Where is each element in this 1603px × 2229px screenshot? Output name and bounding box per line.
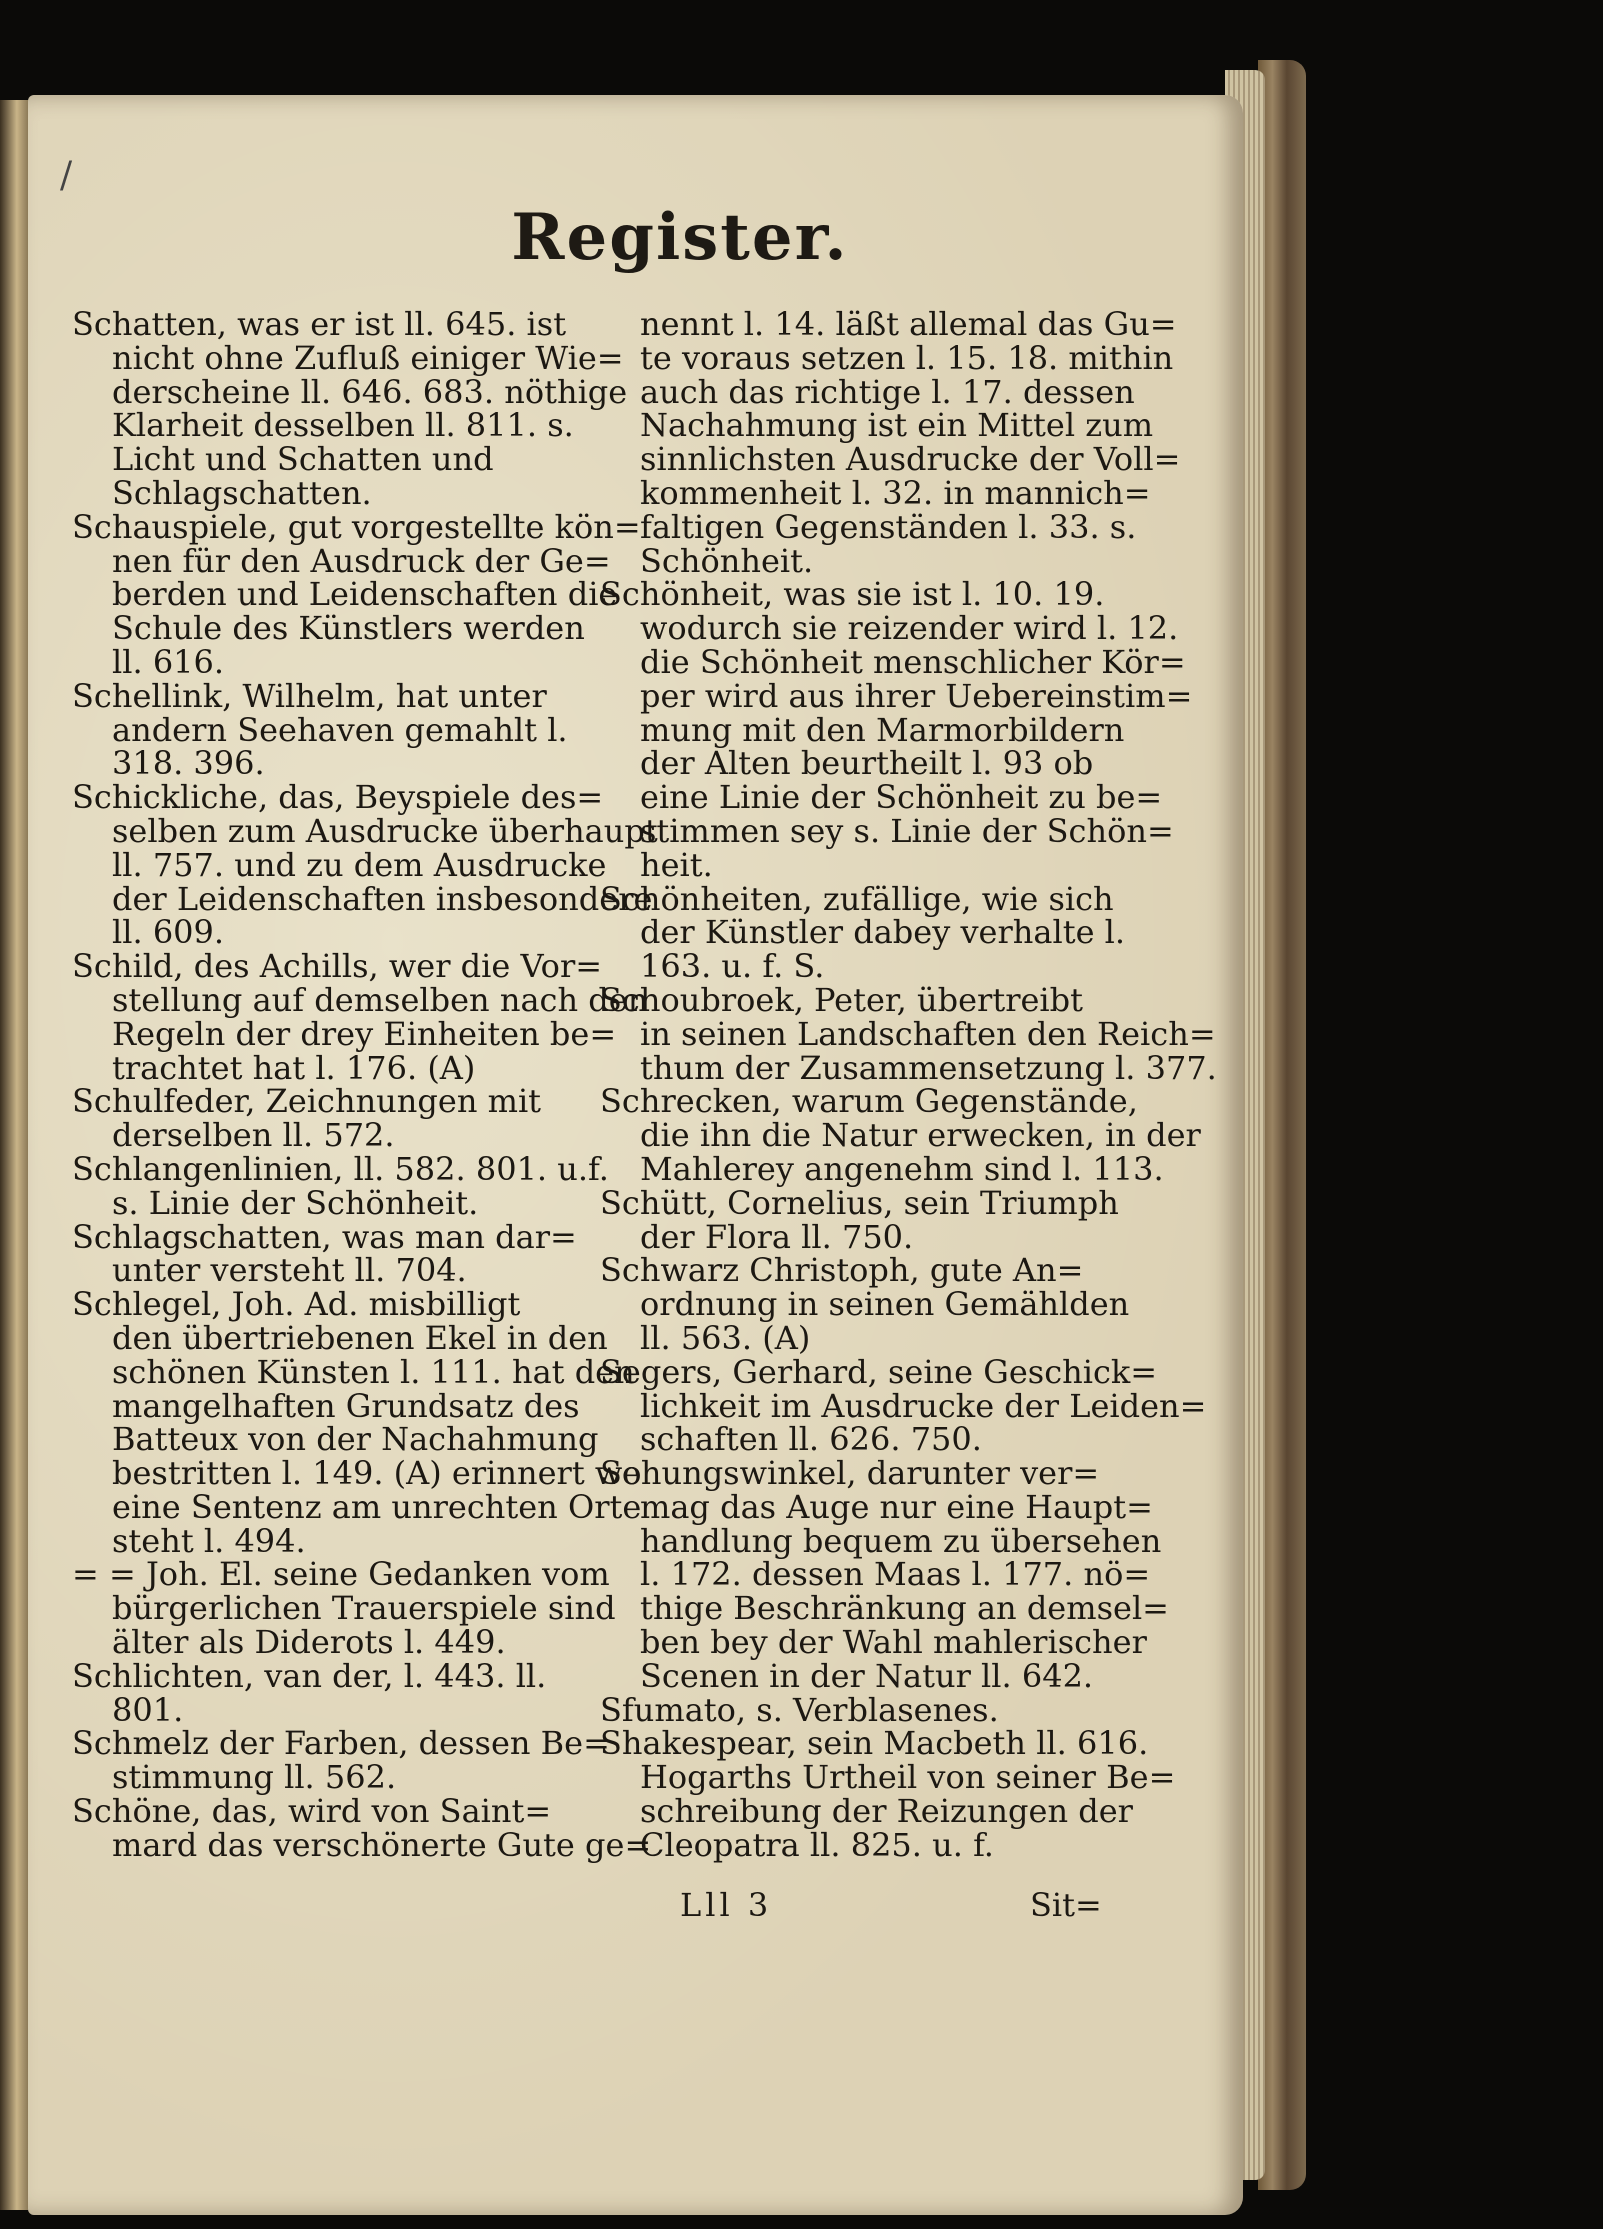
index-entry-continuation: Mahlerey angenehm sind l. 113. bbox=[640, 1149, 1164, 1188]
index-entry-continuation: s. Linie der Schönheit. bbox=[112, 1183, 479, 1222]
index-entry-continuation: trachtet hat l. 176. (A) bbox=[112, 1048, 476, 1087]
index-entry-continuation: ll. 616. bbox=[112, 642, 225, 681]
index-entry-continuation: Scenen in der Natur ll. 642. bbox=[640, 1656, 1094, 1695]
index-entry-continuation: sinnlichsten Ausdrucke der Voll= bbox=[640, 440, 1181, 479]
index-entry-continuation: der Alten beurtheilt l. 93 ob bbox=[640, 744, 1094, 783]
index-entry-continuation: bestritten l. 149. (A) erinnert wo bbox=[112, 1454, 642, 1493]
index-entry-continuation: berden und Leidenschaften die bbox=[112, 575, 618, 614]
index-entry-continuation: die Schönheit menschlicher Kör= bbox=[640, 642, 1186, 681]
index-entry-continuation: kommenheit l. 32. in mannich= bbox=[640, 473, 1151, 512]
index-entry-continuation: ll. 563. (A) bbox=[640, 1318, 811, 1357]
index-entry-headword-line: Schlangenlinien, ll. 582. 801. u.f. bbox=[72, 1149, 609, 1188]
index-entry-headword-line: Schlagschatten, was man dar= bbox=[72, 1217, 577, 1256]
index-entry-continuation: unter versteht ll. 704. bbox=[112, 1251, 467, 1290]
index-entry-headword-line: Schulfeder, Zeichnungen mit bbox=[72, 1082, 542, 1121]
index-entry-headword-line: Segers, Gerhard, seine Geschick= bbox=[600, 1352, 1158, 1391]
index-entry-continuation: mung mit den Marmorbildern bbox=[640, 710, 1125, 749]
index-entry-continuation: Cleopatra ll. 825. u. f. bbox=[640, 1825, 994, 1864]
index-entry-continuation: schreibung der Reizungen der bbox=[640, 1792, 1133, 1831]
index-entry-headword-line: Schild, des Achills, wer die Vor= bbox=[72, 947, 603, 986]
index-entry-headword-line: Schönheiten, zufällige, wie sich bbox=[600, 879, 1114, 918]
index-entry-headword-line: Sehungswinkel, darunter ver= bbox=[600, 1454, 1100, 1493]
index-entry-continuation: thum der Zusammensetzung l. 377. bbox=[640, 1048, 1217, 1087]
index-entry-headword-line: Schmelz der Farben, dessen Be= bbox=[72, 1724, 610, 1763]
index-entry-continuation: wodurch sie reizender wird l. 12. bbox=[640, 609, 1179, 648]
index-entry-continuation: den übertriebenen Ekel in den bbox=[112, 1318, 608, 1357]
index-entry-continuation: die ihn die Natur erwecken, in der bbox=[640, 1116, 1201, 1155]
index-entry-continuation: Batteux von der Nachahmung bbox=[112, 1420, 599, 1459]
index-entry-continuation: l. 172. dessen Maas l. 177. nö= bbox=[640, 1555, 1151, 1594]
index-entry-continuation: thige Beschränkung an demsel= bbox=[640, 1589, 1169, 1628]
catchword: Sit= bbox=[1030, 1886, 1102, 1924]
index-entry-continuation: 318. 396. bbox=[112, 744, 265, 783]
index-entry-continuation: nen für den Ausdruck der Ge= bbox=[112, 541, 611, 580]
index-entry-continuation: mangelhaften Grundsatz des bbox=[112, 1386, 580, 1425]
index-entry-continuation: handlung bequem zu übersehen bbox=[640, 1521, 1162, 1560]
index-entry-continuation: der Flora ll. 750. bbox=[640, 1217, 914, 1256]
book-cover-edge bbox=[1258, 60, 1306, 2190]
signature-mark: Lll 3 bbox=[680, 1886, 773, 1924]
index-entry-continuation: Nachahmung ist ein Mittel zum bbox=[640, 406, 1154, 445]
index-entry-headword-line: Schlichten, van der, l. 443. ll. bbox=[72, 1656, 547, 1695]
index-entry-continuation: stimmung ll. 562. bbox=[112, 1758, 397, 1797]
right-column bbox=[600, 305, 1217, 1864]
book-left-edge bbox=[0, 100, 28, 2210]
index-entry-continuation: faltigen Gegenständen l. 33. s. bbox=[640, 507, 1137, 546]
index-entry-continuation: ll. 757. und zu dem Ausdrucke bbox=[112, 845, 607, 884]
index-entry-continuation: der Leidenschaften insbesondere bbox=[112, 879, 653, 918]
index-entry-continuation: heit. bbox=[640, 845, 713, 884]
index-entry-continuation: derselben ll. 572. bbox=[112, 1116, 395, 1155]
index-entry-continuation: eine Sentenz am unrechten Orte bbox=[112, 1487, 642, 1526]
index-entry-continuation: derscheine ll. 646. 683. nöthige bbox=[112, 372, 628, 411]
index-entry-continuation: per wird aus ihrer Uebereinstim= bbox=[640, 676, 1193, 715]
index-entry-headword-line: Schellink, Wilhelm, hat unter bbox=[72, 676, 547, 715]
page-title: Register. bbox=[511, 200, 849, 275]
index-entry-continuation: andern Seehaven gemahlt l. bbox=[112, 710, 568, 749]
index-entry-continuation: 801. bbox=[112, 1690, 184, 1729]
index-entry-continuation: schaften ll. 626. 750. bbox=[640, 1420, 982, 1459]
index-entry-continuation: Licht und Schatten und bbox=[112, 440, 494, 479]
margin-mark: / bbox=[60, 155, 73, 196]
index-entry-continuation: Schönheit. bbox=[640, 541, 814, 580]
index-entry-continuation: nicht ohne Zufluß einiger Wie= bbox=[112, 338, 624, 377]
index-entry-continuation: ordnung in seinen Gemählden bbox=[640, 1285, 1130, 1324]
index-entry-continuation: steht l. 494. bbox=[112, 1521, 306, 1560]
index-entry-headword-line: Schütt, Cornelius, sein Triumph bbox=[600, 1183, 1119, 1222]
index-entry-continuation: eine Linie der Schönheit zu be= bbox=[640, 778, 1163, 817]
index-entry-continuation: lichkeit im Ausdrucke der Leiden= bbox=[640, 1386, 1207, 1425]
index-entry-continuation: Schule des Künstlers werden bbox=[112, 609, 585, 648]
index-entry-continuation: der Künstler dabey verhalte l. bbox=[640, 913, 1126, 952]
index-entry-headword-line: = = Joh. El. seine Gedanken vom bbox=[72, 1555, 610, 1594]
index-entry-continuation: schönen Künsten l. 111. hat den bbox=[112, 1352, 635, 1391]
index-entry-headword-line: Schönheit, was sie ist l. 10. 19. bbox=[600, 575, 1105, 614]
index-entry-continuation: 163. u. f. S. bbox=[640, 947, 825, 986]
index-entry-continuation: mard das verschönerte Gute ge= bbox=[112, 1825, 652, 1864]
index-entry-continuation: Klarheit desselben ll. 811. s. bbox=[112, 406, 574, 445]
left-column bbox=[72, 305, 658, 1864]
index-entry-continuation: ll. 609. bbox=[112, 913, 225, 952]
index-entry-continuation: auch das richtige l. 17. dessen bbox=[640, 372, 1135, 411]
index-entry-headword-line: Sfumato, s. Verblasenes. bbox=[600, 1690, 999, 1729]
index-entry-continuation: te voraus setzen l. 15. 18. mithin bbox=[640, 338, 1174, 377]
index-entry-headword-line: Schauspiele, gut vorgestellte kön= bbox=[72, 507, 641, 546]
index-entry-continuation: ben bey der Wahl mahlerischer bbox=[640, 1623, 1147, 1662]
index-entry-continuation: älter als Diderots l. 449. bbox=[112, 1623, 506, 1662]
index-entry-headword-line: Schöne, das, wird von Saint= bbox=[72, 1792, 552, 1831]
index-entry-headword-line: Schatten, was er ist ll. 645. ist bbox=[72, 305, 567, 343]
index-entry-headword-line: Schrecken, warum Gegenstände, bbox=[600, 1082, 1138, 1121]
index-entry-continuation: bürgerlichen Trauerspiele sind bbox=[112, 1589, 616, 1628]
index-entry-continuation: mag das Auge nur eine Haupt= bbox=[640, 1487, 1153, 1526]
index-entry-headword-line: Schwarz Christoph, gute An= bbox=[600, 1251, 1084, 1290]
index-entry-continuation: selben zum Ausdrucke überhaupt bbox=[112, 811, 658, 850]
index-entry-headword-line: Schickliche, das, Beyspiele des= bbox=[72, 778, 604, 817]
index-entry-continuation: stimmen sey s. Linie der Schön= bbox=[640, 811, 1174, 850]
index-entry-headword-line: Schoubroek, Peter, übertreibt bbox=[600, 980, 1083, 1019]
index-entry-continuation: nennt l. 14. läßt allemal das Gu= bbox=[640, 305, 1177, 343]
index-entry-continuation: Regeln der drey Einheiten be= bbox=[112, 1014, 617, 1053]
index-entry-continuation: stellung auf demselben nach den bbox=[112, 980, 649, 1019]
index-entry-continuation: Schlagschatten. bbox=[112, 473, 372, 512]
index-entry-continuation: in seinen Landschaften den Reich= bbox=[640, 1014, 1216, 1053]
index-entry-continuation: Hogarths Urtheil von seiner Be= bbox=[640, 1758, 1176, 1797]
index-entry-headword-line: Shakespear, sein Macbeth ll. 616. bbox=[600, 1724, 1149, 1763]
index-entry-headword-line: Schlegel, Joh. Ad. misbilligt bbox=[72, 1285, 521, 1324]
